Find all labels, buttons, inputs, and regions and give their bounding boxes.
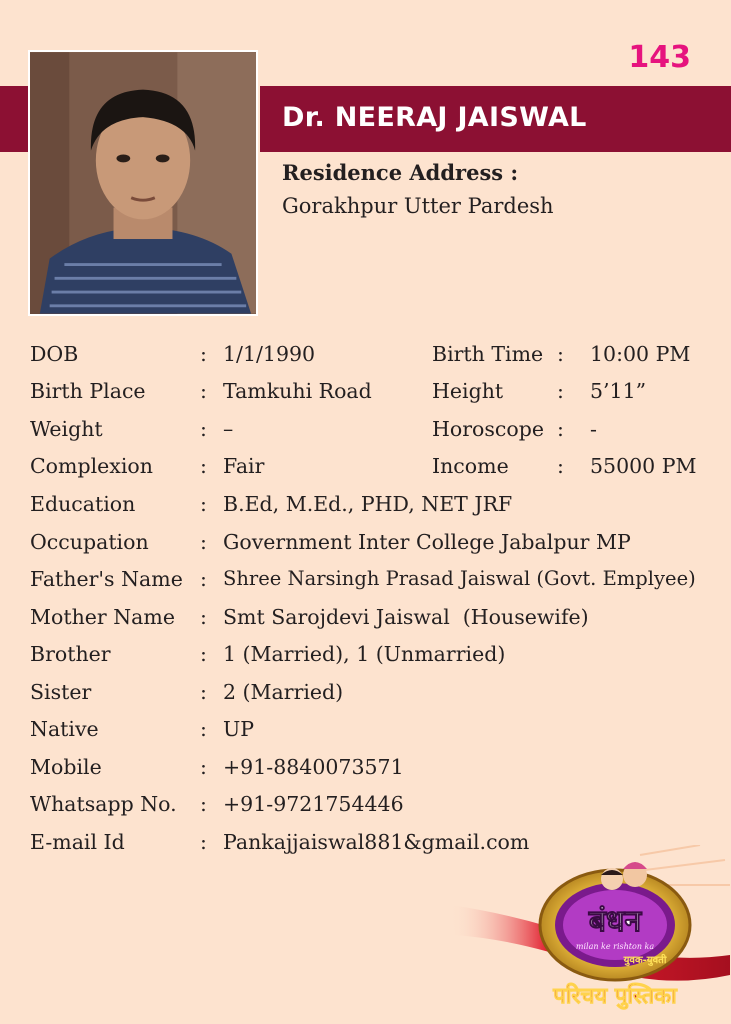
detail-value: 1/1/1990	[223, 342, 316, 366]
profile-photo	[28, 50, 258, 316]
detail-colon: :	[200, 755, 207, 779]
detail-colon: :	[200, 830, 207, 854]
detail-colon: :	[200, 792, 207, 816]
side-detail-value: 5’11”	[590, 379, 647, 403]
detail-colon: :	[200, 680, 207, 704]
detail-label: Birth Place	[30, 379, 146, 403]
detail-value: +91-8840073571	[223, 755, 404, 779]
detail-label: Complexion	[30, 454, 153, 478]
detail-value: UP	[223, 717, 255, 741]
bandhan-logo	[440, 845, 730, 1020]
detail-value: 2 (Married)	[223, 680, 344, 704]
side-detail-label: Birth Time	[432, 342, 544, 366]
detail-colon: :	[200, 530, 207, 554]
detail-colon: :	[200, 342, 207, 366]
detail-label: DOB	[30, 342, 79, 366]
side-detail-colon: :	[557, 342, 564, 366]
detail-value: Government Inter College Jabalpur MP	[223, 530, 631, 554]
side-detail-value: 55000 PM	[590, 454, 697, 478]
detail-label: Mother Name	[30, 605, 175, 629]
detail-colon: :	[200, 454, 207, 478]
logo-title: बंधन	[588, 904, 642, 939]
side-detail-colon: :	[557, 379, 564, 403]
logo-subtitle: युवक-युवती	[623, 955, 667, 966]
detail-value: Shree Narsingh Prasad Jaiswal (Govt. Emplyee)	[223, 567, 696, 590]
side-detail-label: Height	[432, 379, 504, 403]
side-detail-label: Horoscope	[432, 417, 544, 441]
detail-value: +91-9721754446	[223, 792, 404, 816]
detail-colon: :	[200, 605, 207, 629]
logo-tagline: milan ke rishton ka	[575, 942, 655, 951]
detail-label: E-mail Id	[30, 830, 125, 854]
detail-colon: :	[200, 717, 207, 741]
detail-colon: :	[200, 567, 207, 591]
detail-label: Native	[30, 717, 99, 741]
logo-footer: परिचय पुस्तिका	[553, 984, 677, 1009]
detail-label: Occupation	[30, 530, 149, 554]
residence-address-value: Gorakhpur Utter Pardesh	[282, 194, 554, 218]
detail-label: Education	[30, 492, 136, 516]
side-detail-label: Income	[432, 454, 509, 478]
person-photo-icon	[30, 52, 256, 314]
detail-label: Mobile	[30, 755, 102, 779]
detail-label: Sister	[30, 680, 92, 704]
detail-label: Weight	[30, 417, 103, 441]
detail-label: Father's Name	[30, 567, 183, 591]
detail-value: Pankajjaiswal881&gmail.com	[223, 830, 530, 854]
side-detail-value: 10:00 PM	[590, 342, 691, 366]
detail-value: B.Ed, M.Ed., PHD, NET JRF	[223, 492, 513, 516]
detail-label: Whatsapp No.	[30, 792, 177, 816]
detail-colon: :	[200, 642, 207, 666]
page-number: 143	[628, 40, 691, 75]
detail-label: Brother	[30, 642, 111, 666]
detail-value: Smt Sarojdevi Jaiswal (Housewife)	[223, 605, 589, 629]
detail-value: –	[223, 417, 234, 441]
residence-address-label: Residence Address :	[282, 160, 519, 185]
detail-value: Tamkuhi Road	[223, 379, 372, 403]
detail-value: Fair	[223, 454, 265, 478]
side-detail-value: -	[590, 417, 597, 441]
side-detail-colon: :	[557, 454, 564, 478]
detail-colon: :	[200, 492, 207, 516]
detail-value: 1 (Married), 1 (Unmarried)	[223, 642, 506, 666]
side-detail-colon: :	[557, 417, 564, 441]
detail-colon: :	[200, 379, 207, 403]
detail-colon: :	[200, 417, 207, 441]
profile-name: Dr. NEERAJ JAISWAL	[282, 102, 587, 133]
